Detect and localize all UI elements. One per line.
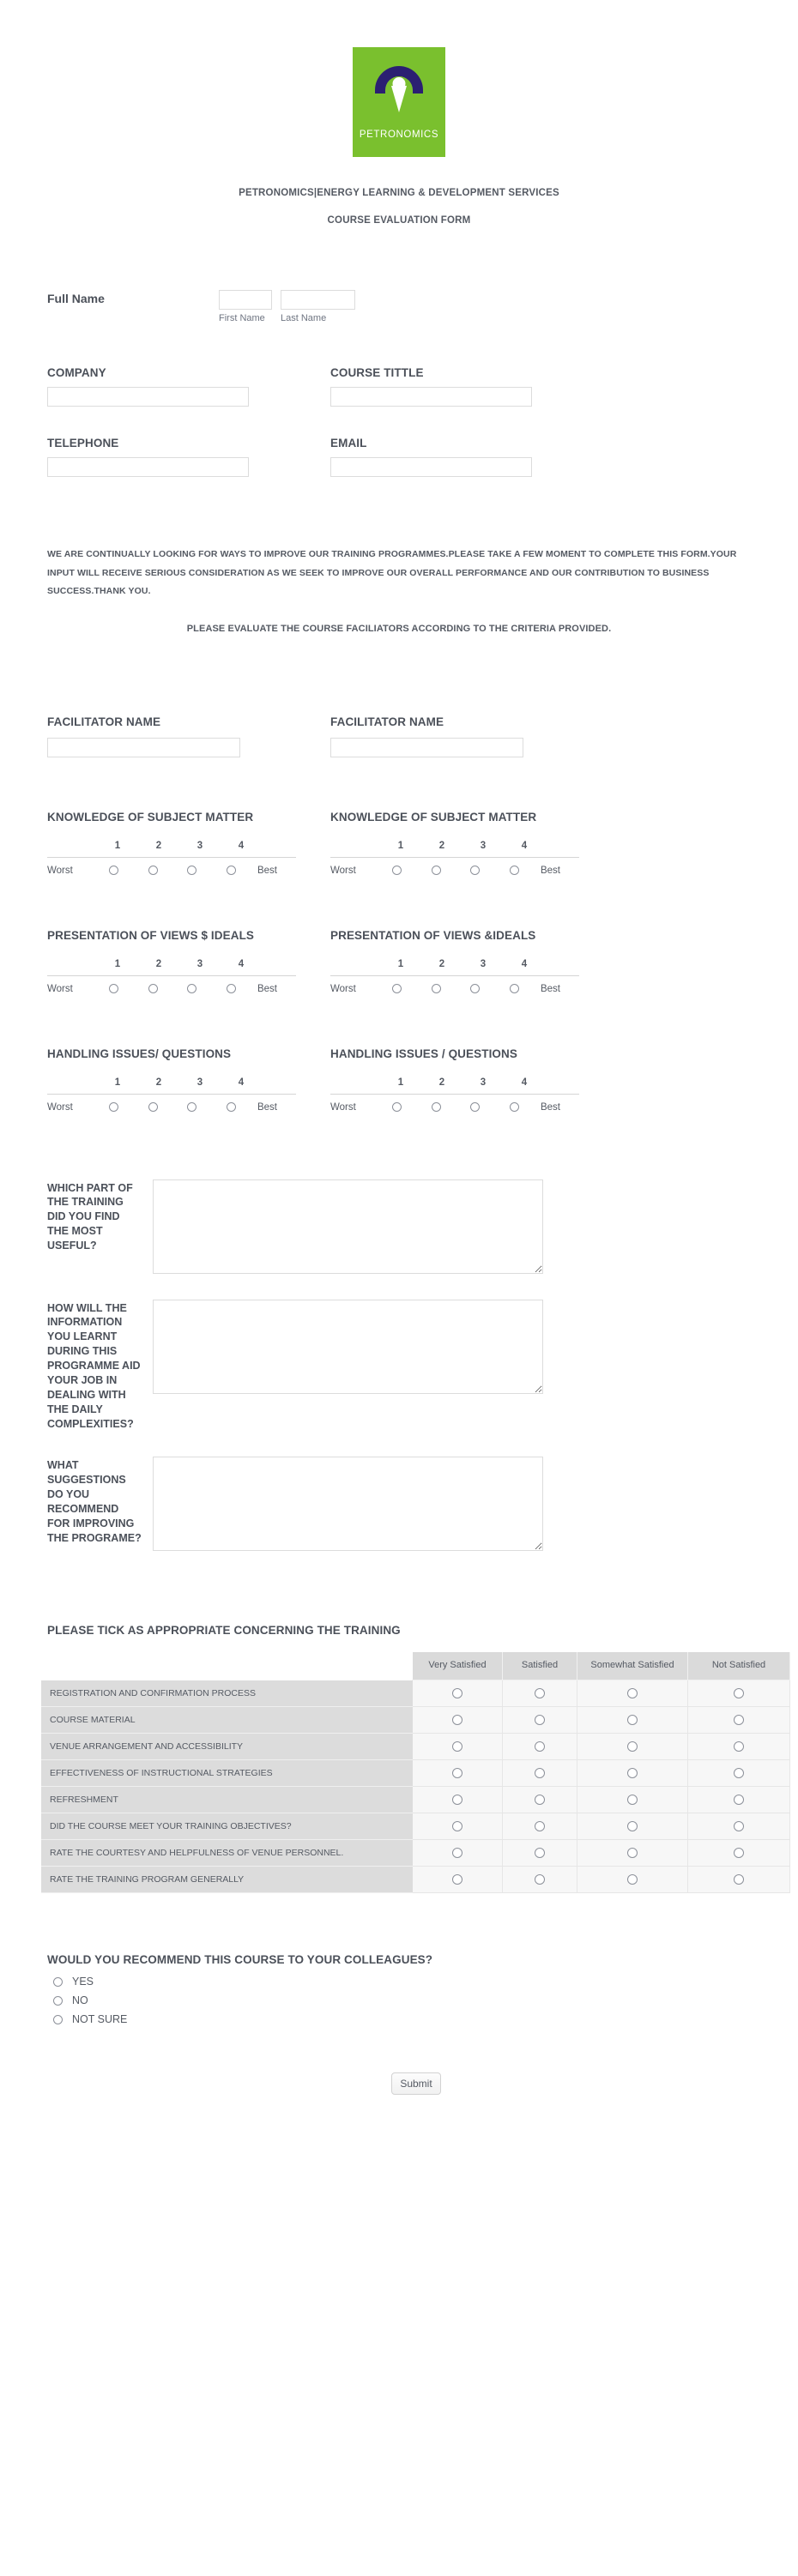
scale-radio-row: [330, 976, 588, 994]
recommend-option-no[interactable]: [53, 1994, 798, 2006]
open-question-3: [0, 1457, 798, 1551]
matrix-radio-cell[interactable]: [688, 1734, 790, 1760]
logo-wordmark: PETRONOMICS: [359, 130, 439, 140]
facilitator-left-group: [47, 715, 330, 757]
scale-number-2: 2: [155, 1077, 162, 1088]
scale-number-3: 3: [480, 1077, 487, 1088]
matrix-radio-cell[interactable]: [577, 1787, 688, 1813]
matrix-radio-cell[interactable]: [688, 1760, 790, 1787]
telephone-email-row: [0, 437, 798, 477]
matrix-col-very-satisfied: Very Satisfied: [413, 1652, 503, 1680]
radio-icon[interactable]: [452, 1848, 462, 1858]
knowledge-left-scale: [47, 841, 305, 876]
scale-number-4: 4: [238, 958, 245, 969]
scale-best-label: Best: [257, 1101, 277, 1113]
last-name-cell: [281, 290, 355, 323]
radio-icon[interactable]: [432, 984, 441, 993]
open-question-1-label: WHICH PART OF THE TRAINING DID YOU FIND THE MOST USEFUL?: [47, 1181, 133, 1252]
scale-number-2: 2: [438, 1077, 445, 1088]
petronomics-logo: [353, 47, 445, 157]
matrix-radio-cell[interactable]: [503, 1867, 577, 1893]
radio-icon[interactable]: [452, 1795, 462, 1805]
matrix-radio-cell[interactable]: [413, 1707, 503, 1734]
matrix-radio-cell[interactable]: [503, 1734, 577, 1760]
scale-best-label: Best: [540, 1101, 560, 1113]
company-course-row: [0, 366, 798, 407]
scale-option-1[interactable]: [378, 984, 417, 994]
scale-option-3[interactable]: [172, 866, 212, 876]
scale-number-3: 3: [196, 840, 203, 851]
radio-icon[interactable]: [227, 984, 236, 993]
scale-option-3[interactable]: [172, 984, 212, 994]
scale-option-4[interactable]: [494, 984, 534, 994]
facilitator-right-label: FACILITATOR NAME: [330, 715, 444, 728]
presentation-left-block: [47, 929, 330, 994]
matrix-col-not-satisfied: Not Satisfied: [688, 1652, 790, 1680]
scale-number-3: 3: [480, 840, 487, 851]
facilitator-left-input[interactable]: [47, 738, 240, 757]
matrix-corner-cell: [41, 1652, 413, 1680]
handling-right-scale: [330, 1077, 588, 1113]
scale-number-3: 3: [196, 1077, 203, 1088]
matrix-header-row: [41, 1652, 790, 1680]
table-row: [41, 1760, 790, 1787]
scale-number-row: [47, 959, 305, 969]
email-label: EMAIL: [330, 437, 367, 449]
recommend-option-label: YES: [72, 1976, 94, 1988]
facilitator-right-group: [330, 715, 614, 757]
open-question-2-input-wrap: [153, 1300, 543, 1394]
radio-icon[interactable]: [510, 984, 519, 993]
email-input[interactable]: [330, 457, 532, 477]
matrix-wrap: [0, 1652, 798, 1893]
matrix-radio-cell[interactable]: [503, 1707, 577, 1734]
table-row: [41, 1840, 790, 1867]
scale-option-3[interactable]: [456, 984, 495, 994]
knowledge-right-title: KNOWLEDGE OF SUBJECT MATTER: [330, 810, 537, 823]
handling-right-title: HANDLING ISSUES / QUESTIONS: [330, 1047, 517, 1060]
scale-option-1[interactable]: [94, 866, 134, 876]
radio-icon[interactable]: [627, 1768, 638, 1778]
radio-icon[interactable]: [734, 1741, 744, 1752]
matrix-radio-cell[interactable]: [577, 1734, 688, 1760]
matrix-radio-cell[interactable]: [503, 1760, 577, 1787]
intro-paragraph: WE ARE CONTINUALLY LOOKING FOR WAYS TO IMPROVE OUR TRAINING PROGRAMMES.PLEASE TAKE A FEW MOMENT TO COMPLETE THIS FORM.YOUR INPUT WILL RECEIVE SERIOUS CONSIDERATION AS WE SEEK TO IMPROVE OUR OVERALL PERFORMANCE AND OUR CONTRIBUTION TO BUSINESS SUCCESS.THANK YOU.: [47, 549, 737, 597]
matrix-row-label: DID THE COURSE MEET YOUR TRAINING OBJECTIVES?: [41, 1813, 413, 1840]
radio-icon[interactable]: [510, 866, 519, 875]
scale-number-1: 1: [114, 958, 121, 969]
radio-icon[interactable]: [187, 866, 196, 875]
matrix-radio-cell[interactable]: [413, 1867, 503, 1893]
scale-option-2[interactable]: [133, 984, 172, 994]
full-name-row: [0, 290, 798, 323]
matrix-radio-cell[interactable]: [503, 1680, 577, 1707]
matrix-radio-cell[interactable]: [503, 1840, 577, 1867]
logo-container: [0, 0, 798, 157]
radio-icon[interactable]: [627, 1821, 638, 1831]
knowledge-right-block: [330, 811, 614, 876]
radio-icon[interactable]: [734, 1795, 744, 1805]
radio-icon[interactable]: [734, 1848, 744, 1858]
matrix-row-label: VENUE ARRANGEMENT AND ACCESSIBILITY: [41, 1734, 413, 1760]
radio-icon[interactable]: [535, 1688, 545, 1698]
open-question-1-textarea[interactable]: [153, 1179, 543, 1274]
radio-icon[interactable]: [452, 1768, 462, 1778]
scale-option-3[interactable]: [456, 1102, 495, 1113]
matrix-row-label: RATE THE TRAINING PROGRAM GENERALLY: [41, 1867, 413, 1893]
radio-icon[interactable]: [227, 866, 236, 875]
matrix-row-label: COURSE MATERIAL: [41, 1707, 413, 1734]
scale-option-4[interactable]: [211, 1102, 251, 1113]
radio-icon[interactable]: [53, 1996, 63, 2006]
organisation-title: PETRONOMICS|ENERGY LEARNING & DEVELOPMENT SERVICES: [239, 188, 559, 198]
scale-option-2[interactable]: [133, 866, 172, 876]
matrix-row-label: RATE THE COURTESY AND HELPFULNESS OF VENUE PERSONNEL.: [41, 1840, 413, 1867]
radio-icon[interactable]: [734, 1688, 744, 1698]
matrix-radio-cell[interactable]: [688, 1787, 790, 1813]
radio-icon[interactable]: [109, 1102, 118, 1112]
scale-number-1: 1: [114, 1077, 121, 1088]
scale-number-2: 2: [155, 840, 162, 851]
scale-number-row: [330, 959, 588, 969]
radio-icon[interactable]: [734, 1821, 744, 1831]
scale-number-3: 3: [480, 958, 487, 969]
handling-left-title: HANDLING ISSUES/ QUESTIONS: [47, 1047, 232, 1060]
recommend-option-yes[interactable]: [53, 1976, 798, 1988]
radio-icon[interactable]: [148, 866, 158, 875]
scale-number-1: 1: [114, 840, 121, 851]
scale-option-2[interactable]: [416, 1102, 456, 1113]
presentation-right-title: PRESENTATION OF VIEWS &IDEALS: [330, 928, 536, 942]
matrix-radio-cell[interactable]: [413, 1840, 503, 1867]
criteria-note: PLEASE EVALUATE THE COURSE FACILIATORS ACCORDING TO THE CRITERIA PROVIDED.: [186, 623, 612, 634]
matrix-body: [41, 1680, 790, 1893]
scale-option-3[interactable]: [456, 866, 495, 876]
matrix-radio-cell[interactable]: [688, 1707, 790, 1734]
recommend-options: [0, 1976, 798, 2025]
presentation-left-title: PRESENTATION OF VIEWS $ IDEALS: [47, 928, 255, 942]
scale-radio-row: [47, 1095, 305, 1113]
radio-icon[interactable]: [392, 984, 402, 993]
matrix-radio-cell[interactable]: [503, 1813, 577, 1840]
presentation-right-scale: [330, 959, 588, 994]
scale-option-4[interactable]: [494, 1102, 534, 1113]
radio-icon[interactable]: [227, 1102, 236, 1112]
first-name-input[interactable]: [219, 290, 272, 310]
submit-area: [0, 2072, 798, 2155]
presentation-left-scale: [47, 959, 305, 994]
submit-button[interactable]: Submit: [391, 2072, 441, 2095]
matrix-row-label: EFFECTIVENESS OF INSTRUCTIONAL STRATEGIES: [41, 1760, 413, 1787]
scale-option-1[interactable]: [378, 1102, 417, 1113]
radio-icon[interactable]: [432, 866, 441, 875]
matrix-radio-cell[interactable]: [577, 1760, 688, 1787]
scale-option-2[interactable]: [416, 866, 456, 876]
scale-number-2: 2: [155, 958, 162, 969]
open-question-3-textarea[interactable]: [153, 1457, 543, 1551]
scale-number-1: 1: [397, 840, 404, 851]
scale-number-3: 3: [196, 958, 203, 969]
matrix-radio-cell[interactable]: [413, 1787, 503, 1813]
open-question-3-input-wrap: [153, 1457, 543, 1551]
radio-icon[interactable]: [627, 1874, 638, 1885]
scale-number-4: 4: [521, 958, 528, 969]
matrix-radio-cell[interactable]: [577, 1680, 688, 1707]
company-input[interactable]: [47, 387, 249, 407]
scale-number-row: [47, 841, 305, 851]
presentation-right-block: [330, 929, 614, 994]
satisfaction-matrix-table: [41, 1652, 790, 1893]
table-row: [41, 1734, 790, 1760]
radio-icon[interactable]: [109, 984, 118, 993]
scale-option-2[interactable]: [133, 1102, 172, 1113]
radio-icon[interactable]: [734, 1874, 744, 1885]
company-field-group: [47, 366, 330, 407]
table-row: [41, 1813, 790, 1840]
radio-icon[interactable]: [432, 1102, 441, 1112]
open-question-1-input-wrap: [153, 1179, 543, 1274]
knowledge-left-block: [47, 811, 330, 876]
radio-icon[interactable]: [535, 1848, 545, 1858]
radio-icon[interactable]: [53, 2015, 63, 2024]
matrix-title: PLEASE TICK AS APPROPRIATE CONCERNING THE TRAINING: [47, 1624, 401, 1638]
open-question-2-label: HOW WILL THE INFORMATION YOU LEARNT DURING THIS PROGRAMME AID YOUR JOB IN DEALING WITH THE DAILY COMPLEXITIES?: [47, 1301, 141, 1430]
matrix-radio-cell[interactable]: [577, 1707, 688, 1734]
course-tittle-input[interactable]: [330, 387, 532, 407]
scale-number-row: [330, 1077, 588, 1088]
scale-best-label: Best: [540, 983, 560, 994]
scale-option-1[interactable]: [94, 984, 134, 994]
table-row: [41, 1707, 790, 1734]
scale-number-row: [330, 841, 588, 851]
scale-number-1: 1: [397, 1077, 404, 1088]
matrix-radio-cell[interactable]: [577, 1867, 688, 1893]
first-name-sublabel: First Name: [219, 313, 265, 323]
scale-number-2: 2: [438, 958, 445, 969]
knowledge-right-scale: [330, 841, 588, 876]
radio-icon[interactable]: [452, 1821, 462, 1831]
scale-number-2: 2: [438, 840, 445, 851]
matrix-radio-cell[interactable]: [413, 1680, 503, 1707]
recommend-option-label: NO: [72, 1994, 88, 2007]
scale-radio-row: [47, 858, 305, 876]
first-name-cell: [219, 290, 272, 323]
scale-number-4: 4: [238, 840, 245, 851]
radio-icon[interactable]: [535, 1768, 545, 1778]
radio-icon[interactable]: [535, 1715, 545, 1725]
radio-icon[interactable]: [627, 1715, 638, 1725]
facilitator-right-input[interactable]: [330, 738, 523, 757]
scale-worst-label: Worst: [47, 983, 73, 994]
matrix-radio-cell[interactable]: [688, 1840, 790, 1867]
matrix-row-label: REGISTRATION AND CONFIRMATION PROCESS: [41, 1680, 413, 1707]
open-question-1: [0, 1179, 798, 1274]
scale-worst-label: Worst: [330, 983, 356, 994]
knowledge-left-title: KNOWLEDGE OF SUBJECT MATTER: [47, 810, 254, 823]
keyhole-stem-icon: [391, 86, 407, 112]
table-row: [41, 1867, 790, 1893]
facilitator-left-label: FACILITATOR NAME: [47, 715, 161, 728]
scale-radio-row: [330, 858, 588, 876]
radio-icon[interactable]: [627, 1848, 638, 1858]
recommend-option-label: NOT SURE: [72, 2013, 128, 2026]
scale-number-4: 4: [521, 1077, 528, 1088]
matrix-radio-cell[interactable]: [413, 1813, 503, 1840]
handling-left-block: [47, 1047, 330, 1113]
last-name-sublabel: Last Name: [281, 313, 327, 323]
scale-number-1: 1: [397, 958, 404, 969]
knowledge-rating-row: [0, 757, 798, 876]
radio-icon[interactable]: [392, 866, 402, 875]
radio-icon[interactable]: [452, 1874, 462, 1885]
radio-icon[interactable]: [734, 1768, 744, 1778]
matrix-row-label: REFRESHMENT: [41, 1787, 413, 1813]
radio-icon[interactable]: [148, 984, 158, 993]
scale-option-2[interactable]: [416, 984, 456, 994]
radio-icon[interactable]: [392, 1102, 402, 1112]
radio-icon[interactable]: [734, 1715, 744, 1725]
scale-option-4[interactable]: [211, 984, 251, 994]
course-tittle-label: COURSE TITTLE: [330, 366, 424, 379]
radio-icon[interactable]: [53, 1977, 63, 1987]
radio-icon[interactable]: [510, 1102, 519, 1112]
scale-best-label: Best: [257, 983, 277, 994]
company-label: COMPANY: [47, 366, 106, 379]
matrix-col-somewhat-satisfied: Somewhat Satisfied: [577, 1652, 688, 1680]
radio-icon[interactable]: [452, 1715, 462, 1725]
radio-icon[interactable]: [470, 984, 480, 993]
handling-left-scale: [47, 1077, 305, 1113]
scale-worst-label: Worst: [47, 1101, 73, 1113]
open-question-2-textarea[interactable]: [153, 1300, 543, 1394]
radio-icon[interactable]: [627, 1741, 638, 1752]
scale-radio-row: [330, 1095, 588, 1113]
radio-icon[interactable]: [470, 1102, 480, 1112]
scale-number-4: 4: [238, 1077, 245, 1088]
table-row: [41, 1787, 790, 1813]
scale-number-row: [47, 1077, 305, 1088]
recommend-title: WOULD YOU RECOMMEND THIS COURSE TO YOUR COLLEAGUES?: [47, 1953, 433, 1967]
matrix-col-satisfied: Satisfied: [503, 1652, 577, 1680]
matrix-radio-cell[interactable]: [577, 1840, 688, 1867]
open-question-3-label: WHAT SUGGESTIONS DO YOU RECOMMEND FOR IMPROVING THE PROGRAME?: [47, 1459, 142, 1544]
scale-option-3[interactable]: [172, 1102, 212, 1113]
matrix-radio-cell[interactable]: [688, 1867, 790, 1893]
matrix-head: [41, 1652, 790, 1680]
scale-best-label: Best: [257, 865, 277, 876]
telephone-label: TELEPHONE: [47, 437, 119, 449]
scale-option-4[interactable]: [494, 866, 534, 876]
radio-icon[interactable]: [452, 1741, 462, 1752]
matrix-radio-cell[interactable]: [413, 1760, 503, 1787]
radio-icon[interactable]: [627, 1688, 638, 1698]
scale-best-label: Best: [540, 865, 560, 876]
radio-icon[interactable]: [535, 1795, 545, 1805]
course-tittle-field-group: [330, 366, 614, 407]
radio-icon[interactable]: [535, 1741, 545, 1752]
matrix-radio-cell[interactable]: [503, 1787, 577, 1813]
open-question-2: [0, 1300, 798, 1432]
radio-icon[interactable]: [187, 984, 196, 993]
radio-icon[interactable]: [627, 1795, 638, 1805]
telephone-input[interactable]: [47, 457, 249, 477]
radio-icon[interactable]: [109, 866, 118, 875]
presentation-rating-row: [0, 876, 798, 994]
matrix-radio-cell[interactable]: [413, 1734, 503, 1760]
scale-option-1[interactable]: [94, 1102, 134, 1113]
radio-icon[interactable]: [452, 1688, 462, 1698]
matrix-radio-cell[interactable]: [688, 1813, 790, 1840]
matrix-radio-cell[interactable]: [577, 1813, 688, 1840]
scale-worst-label: Worst: [330, 865, 356, 876]
full-name-label: Full Name: [47, 292, 105, 305]
radio-icon[interactable]: [535, 1821, 545, 1831]
handling-right-block: [330, 1047, 614, 1113]
radio-icon[interactable]: [187, 1102, 196, 1112]
email-field-group: [330, 437, 614, 477]
telephone-field-group: [47, 437, 330, 477]
scale-option-4[interactable]: [211, 866, 251, 876]
matrix-radio-cell[interactable]: [688, 1680, 790, 1707]
scale-radio-row: [47, 976, 305, 994]
facilitator-name-row: [0, 715, 798, 757]
table-row: [41, 1680, 790, 1707]
scale-worst-label: Worst: [330, 1101, 356, 1113]
scale-worst-label: Worst: [47, 865, 73, 876]
handling-rating-row: [0, 994, 798, 1113]
scale-option-1[interactable]: [378, 866, 417, 876]
radio-icon[interactable]: [470, 866, 480, 875]
radio-icon[interactable]: [148, 1102, 158, 1112]
page-title: COURSE EVALUATION FORM: [327, 215, 471, 226]
radio-icon[interactable]: [535, 1874, 545, 1885]
recommend-option-not-sure[interactable]: [53, 2013, 798, 2025]
last-name-input[interactable]: [281, 290, 355, 310]
scale-number-4: 4: [521, 840, 528, 851]
